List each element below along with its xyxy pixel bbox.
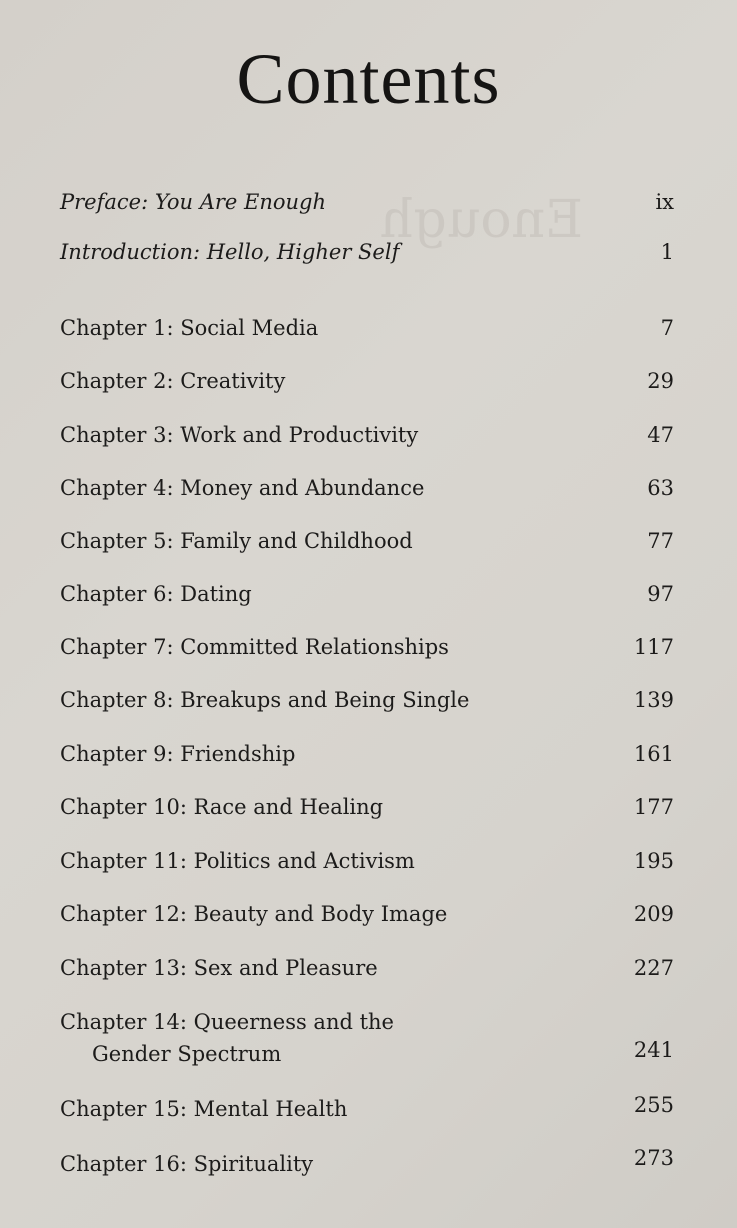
toc-entry-label: Chapter 5: Family and Childhood xyxy=(60,529,413,553)
toc-entry-label: Chapter 16: Spirituality xyxy=(60,1152,314,1176)
toc-entry-page: 177 xyxy=(633,795,674,819)
toc-entry-chapter-14 xyxy=(60,1006,674,1070)
toc-entry-label: Chapter 9: Friendship xyxy=(60,742,296,766)
toc-entry-label: Chapter 14: Queerness and the xyxy=(60,1010,394,1034)
toc-entry-label: Chapter 12: Beauty and Body Image xyxy=(60,902,448,926)
toc-entry-label: Chapter 4: Money and Abundance xyxy=(60,476,425,500)
toc-entry-page: 117 xyxy=(633,635,674,659)
toc-entry-page: 63 xyxy=(647,476,674,500)
toc-entry-label: Chapter 13: Sex and Pleasure xyxy=(60,956,378,980)
toc-entry-label-continued: Gender Spectrum xyxy=(92,1042,282,1066)
toc-entry-label: Chapter 11: Politics and Activism xyxy=(60,849,415,873)
toc-entry-page: 29 xyxy=(647,369,674,393)
toc-entry-page: 139 xyxy=(633,688,674,712)
toc-entry-page: 77 xyxy=(647,529,674,553)
toc-entry-label: Chapter 10: Race and Healing xyxy=(60,795,384,819)
toc-entry-page: 273 xyxy=(633,1146,674,1170)
toc-entry-page: 1 xyxy=(660,240,674,264)
toc-entry-label: Chapter 6: Dating xyxy=(60,582,252,606)
toc-entry-page: 97 xyxy=(647,582,674,606)
toc-entry-label: Introduction: Hello, Higher Self xyxy=(60,240,400,264)
toc-entry-label: Chapter 2: Creativity xyxy=(60,369,286,393)
toc-entry-label: Preface: You Are Enough xyxy=(60,190,327,214)
toc-entry-label: Chapter 7: Committed Relationships xyxy=(60,635,449,659)
toc-entry-page: 255 xyxy=(633,1093,674,1117)
toc-entry-page: 161 xyxy=(633,742,674,766)
toc-entry-page: ix xyxy=(655,190,674,214)
bleed-through-text: Enough xyxy=(380,190,584,250)
page-title: Contents xyxy=(236,39,501,119)
toc-entry-page: 7 xyxy=(660,316,674,340)
toc-entry-label: Chapter 8: Breakups and Being Single xyxy=(60,688,470,712)
toc-entry-label: Chapter 3: Work and Productivity xyxy=(60,423,419,447)
toc-entry-page: 241 xyxy=(633,1038,674,1062)
toc-entry-page: 47 xyxy=(647,423,674,447)
toc-entry-label: Chapter 1: Social Media xyxy=(60,316,319,340)
toc-entry-page: 209 xyxy=(633,902,674,926)
toc-entry-page: 227 xyxy=(633,956,674,980)
toc-entry-label: Chapter 15: Mental Health xyxy=(60,1097,348,1121)
toc-entry-page: 195 xyxy=(633,849,674,873)
